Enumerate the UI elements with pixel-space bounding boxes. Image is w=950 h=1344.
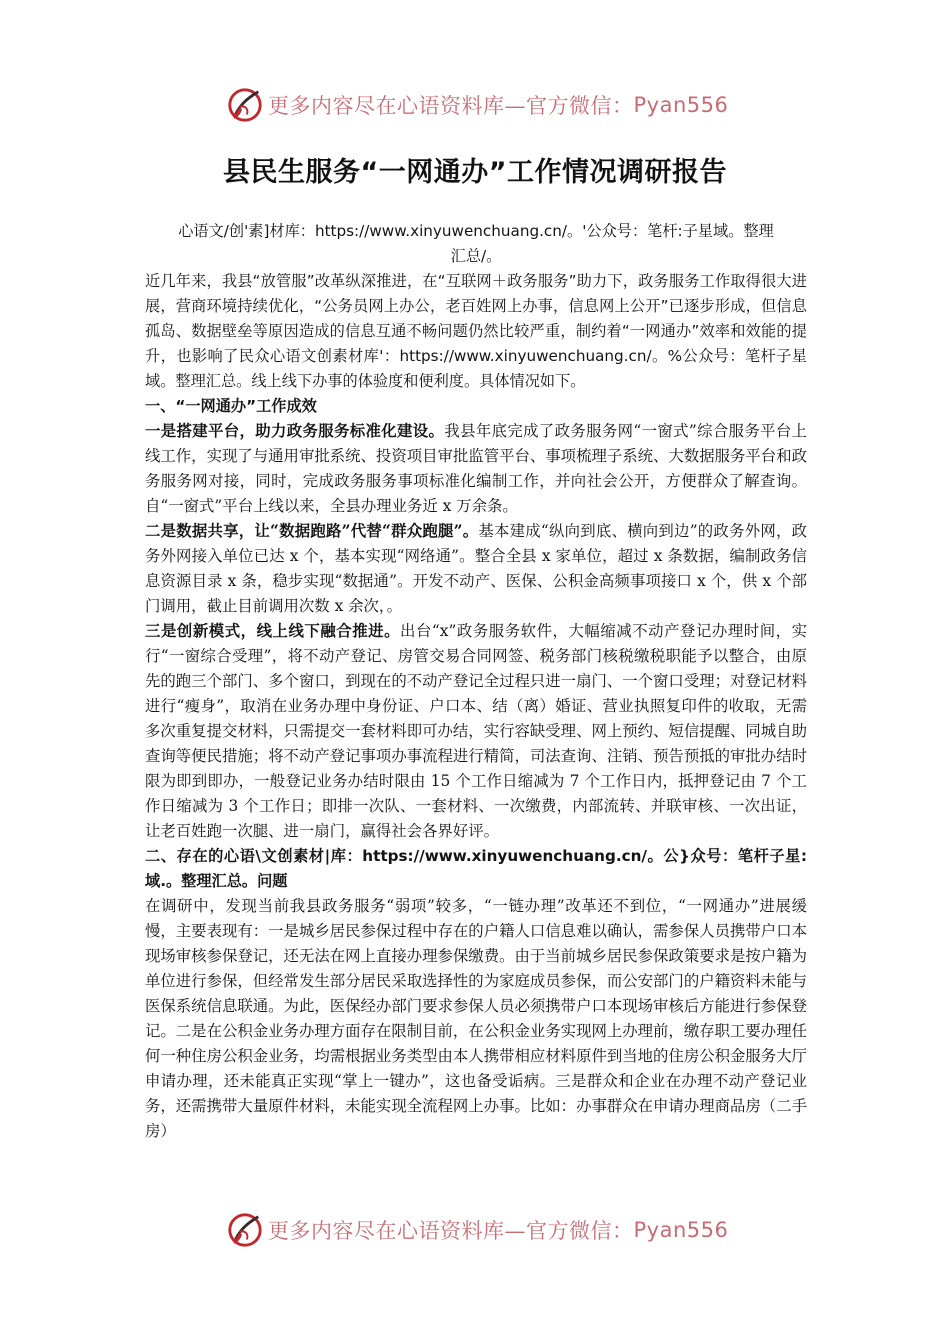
section2-heading: 二、存在的心语\文创素材|库：https://www.xinyuwenchuang.cn/。公}众号：笔杆子星:域.。整理汇总。问题 — [145, 847, 807, 890]
document-body — [145, 219, 807, 1144]
banner-wechat-id: Pyan556 — [633, 93, 729, 117]
banner-wechat-id: Pyan556 — [633, 1218, 729, 1242]
section1-item-3 — [145, 619, 807, 844]
item-lead: 一是搭建平台，助力政务服务标准化建设。 — [145, 422, 445, 440]
header-banner — [226, 82, 729, 128]
footer-banner — [226, 1207, 729, 1253]
item-text: 基本建成“纵向到底、横向到边”的政务外网，政务外网接入单位已达 x 个，基本实现“网络通”。整合全县 x 家单位，超过 x 条数据，编制政务信息资源目录 x 条，稳步实现“数据通”。开发不动产、医保、公积金高频事项接口 x 个，供 x 个部门调用，截止目前调用次数 x 余次，。 — [145, 522, 807, 615]
banner-text: 更多内容尽在心语资料库—官方微信： — [268, 94, 634, 118]
section1-heading: 一、“一网通办”工作成效 — [145, 397, 317, 415]
item-lead: 二是数据共享，让“数据跑路”代替“群众跑腿”。 — [145, 522, 479, 540]
source-note-line2: 汇总/。 — [450, 247, 502, 265]
item-text: 出台“x”政务服务软件，大幅缩减不动产登记办理时间，实行“一窗综合受理”，将不动产登记、房管交易合同网签、税务部门核税缴税职能予以整合，由原先的跑三个部门、多个窗口，到现在的不动产登记全过程只进一扇门、一个窗口受理；对登记材料进行“瘦身”，取消在业务办理中身份证、户口本、结（离）婚证、营业执照复印件的收取，无需多次重复提交材料，只需提交一套材料即可办结，实行容缺受理、网上预约、短信提醒、同城自助查询等便民措施；将不动产登记事项办事流程进行精简，司法查询、注销、预告预抵的审批办结时限为即到即办，一般登记业务办结时限由 15 个工作日缩减为 7 个工作日内，抵押登记由 7 个工作日缩减为 3 个工作日；即排一次队、一套材料、一次缴费，内部流转、并联审核、一次出证，让老百姓跑一次腿、进一扇门，赢得社会各界好评。 — [145, 622, 807, 840]
item-text: 我县年底完成了政务服务网“一窗式”综合服务平台上线工作，实现了与通用审批系统、投资项目审批监管平台、事项梳理子系统、大数据服务平台和政务服务网对接，同时，完成政务服务事项标准化编制工作，并向社会公开，方便群众了解查询。自“一窗式”平台上线以来，全县办理业务近 x 万余条。 — [145, 422, 807, 515]
section1-item-2 — [145, 519, 807, 619]
banner-text: 更多内容尽在心语资料库—官方微信： — [268, 1219, 634, 1243]
section1-item-1 — [145, 419, 807, 519]
source-note-line1: 心语文/创'素]材库：https://www.xinyuwenchuang.cn/。'公众号：笔杆:子星域。整理 — [178, 222, 774, 240]
brush-logo-icon — [226, 1211, 264, 1249]
item-lead: 三是创新模式，线上线下融合推进。 — [145, 622, 401, 640]
document-title: 县民生服务“一网通办”工作情况调研报告 — [223, 157, 727, 188]
section2-paragraph: 在调研中，发现当前我县政务服务“弱项”较多，“一链办理”改革还不到位，“一网通办”进展缓慢，主要表现有：一是城乡居民参保过程中存在的户籍人口信息难以确认，需参保人员携带户口本现场审核参保登记，还无法在网上直接办理参保缴费。由于当前城乡居民参保政策要求是按户籍为单位进行参保，但经常发生部分居民采取选择性的为家庭成员参保，而公安部门的户籍资料未能与医保系统信息联通。为此，医保经办部门要求参保人员必须携带户口本现场审核后方能进行参保登记。二是在公积金业务办理方面存在限制目前，在公积金业务实现网上办理前，缴存职工要办理任何一种住房公积金业务，均需根据业务类型由本人携带相应材料原件到当地的住房公积金服务大厅申请办理，还未能真正实现“掌上一键办”，这也备受诟病。三是群众和企业在办理不动产登记业务，还需携带大量原件材料，未能实现全流程网上办事。比如：办事群众在申请办理商品房（二手房） — [145, 897, 807, 1140]
brush-logo-icon — [226, 86, 264, 124]
intro-paragraph: 近几年来，我县“放管服”改革纵深推进，在“互联网＋政务服务”助力下，政务服务工作取得很大进展，营商环境持续优化，“公务员网上办公，老百姓网上办事，信息网上公开”已逐步形成，但信息孤岛、数据壁垒等原因造成的信息互通不畅问题仍然比较严重，制约着“一网通办”效率和效能的提升，也影响了民众心语文创素材库'：https://www.xinyuwenchuang.cn/。%公众号：笔杆子星域。整理汇总。线上线下办事的体验度和便利度。具体情况如下。 — [145, 272, 807, 390]
